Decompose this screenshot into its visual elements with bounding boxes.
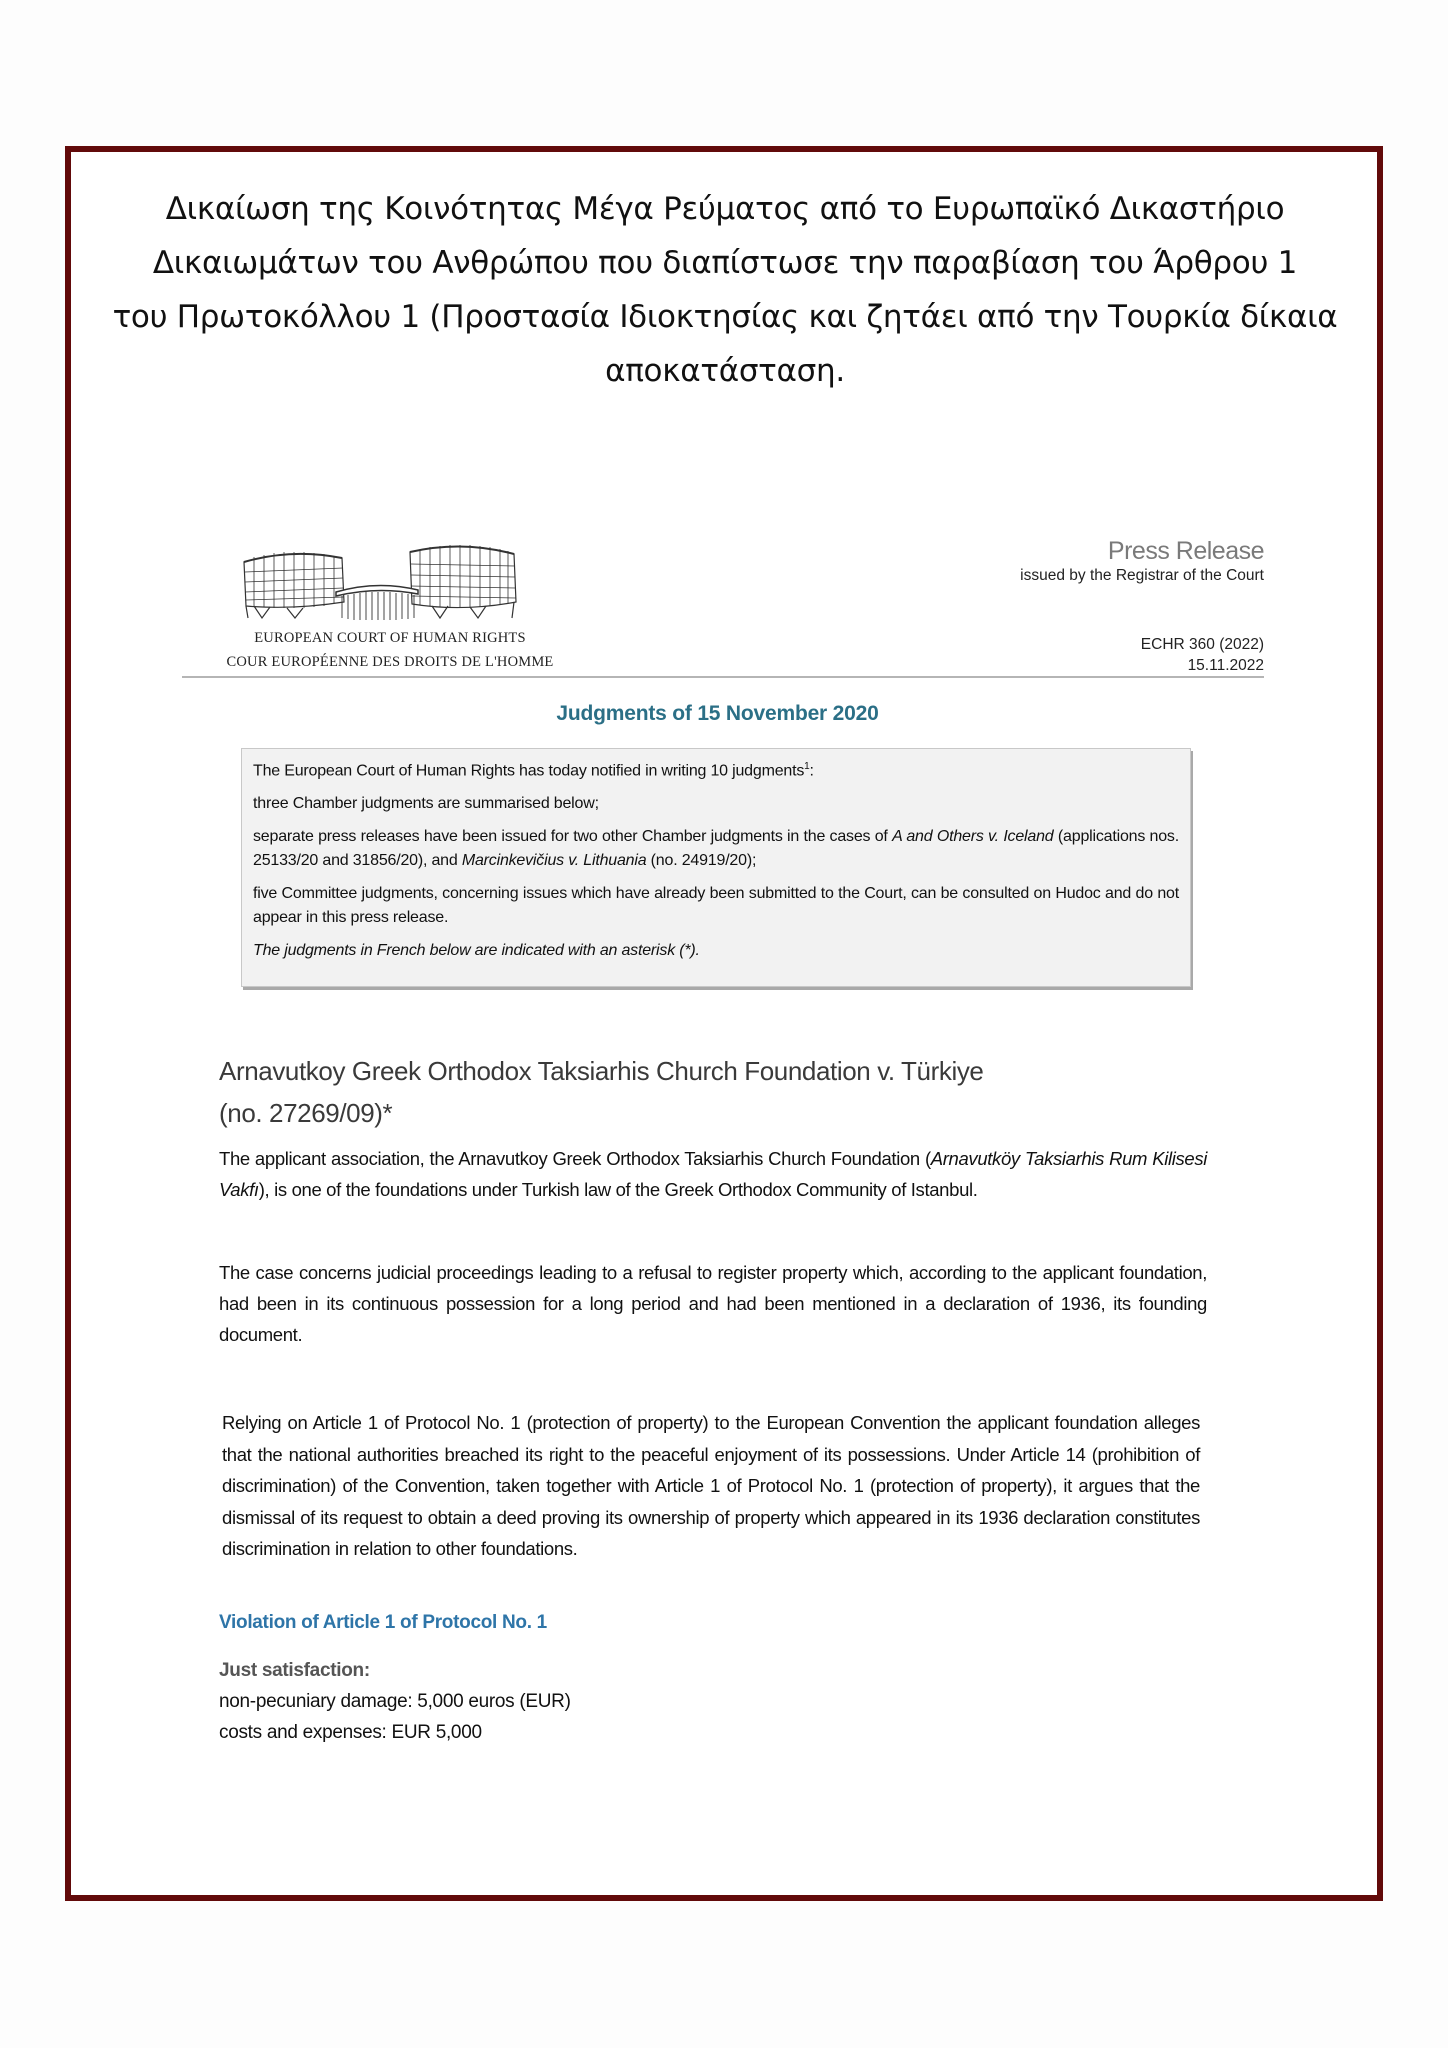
summary-item: separate press releases have been issued for two other Chamber judgments in the cases of A and Others v. Iceland (applications nos. 25133/20 and 31856/20), and Marcinkevičius v. Lithuania (no. 24919/20); — [253, 828, 1179, 870]
case-number: (no. 27269/09)* — [219, 1098, 393, 1128]
footnote-marker[interactable]: 1 — [804, 761, 810, 772]
greek-headline-line: αποκατάσταση. — [605, 353, 845, 389]
judgments-title: Judgments of 15 November 2020 — [556, 702, 879, 725]
press-release-subtitle: issued by the Registrar of the Court — [1020, 567, 1264, 584]
case-paragraph-applicant: The applicant association, the Arnavutkoy Greek Orthodox Taksiarhis Church Foundation (Arnavutköy Taksiarhis Rum Kilisesi Vakfı), is one of the foundations under Turkish law of the Greek Orthodox Community of Istanbul. — [219, 1148, 1207, 1200]
summary-item: five Committee judgments, concerning issues which have already been submitted to the Court, can be consulted on Hudoc and do not appear in this press release. — [253, 885, 1179, 927]
greek-headline-line: Δικαιωμάτων του Ανθρώπου που διαπίστωσε την παραβίαση του Άρθρου 1 — [152, 245, 1298, 281]
reference-number: ECHR 360 (2022) — [1140, 636, 1264, 653]
greek-headline-line: Δικαίωση της Κοινότητας Μέγα Ρεύματος από το Ευρωπαϊκό Δικαστήριο — [165, 191, 1285, 227]
greek-headline — [80, 182, 1370, 398]
case-paragraph-complaints: Relying on Article 1 of Protocol No. 1 (protection of property) to the European Convention the applicant foundation alleges that the national authorities breached its right to the peaceful enjoyment of its possessions. Under Article 14 (prohibition of discrimination) of the Convention, taken together with Article 1 of Protocol No. 1 (protection of property), it argues that the dismissal of its request to obtain a deed proving its ownership of property which appeared in its 1936 declaration constitutes discrimination in relation to other foundations. — [222, 1412, 1200, 1559]
greek-headline-line: του Πρωτοκόλλου 1 (Προστασία Ιδιοκτησίας και ζητάει από την Τουρκία δίκαια — [112, 299, 1338, 335]
header-divider — [182, 676, 1264, 678]
foundation-turkish-name: Arnavutköy Taksiarhis Rum Kilisesi Vakfı — [219, 1148, 1207, 1200]
summary-box — [241, 748, 1191, 987]
court-buildings-icon — [232, 540, 532, 625]
case-name: Marcinkevičius v. Lithuania — [461, 852, 647, 870]
summary-item: three Chamber judgments are summarised below; — [253, 795, 599, 813]
case-title-line: Arnavutkoy Greek Orthodox Taksiarhis Church Foundation v. Türkiye — [219, 1056, 984, 1086]
case-paragraph-facts: The case concerns judicial proceedings leading to a refusal to register property which, according to the applicant foundation, had been in its continuous possession for a long period and had been mentioned in a declaration of 1936, its founding document. — [219, 1262, 1207, 1345]
just-satisfaction-label: Just satisfaction: — [219, 1660, 370, 1681]
court-name-fr: COUR EUROPÉENNE DES DROITS DE L'HOMME — [226, 654, 554, 670]
case-name: A and Others v. Iceland — [892, 828, 1054, 846]
summary-note: The judgments in French below are indicated with an asterisk (*). — [253, 942, 700, 960]
non-pecuniary-damage: non-pecuniary damage: 5,000 euros (EUR) — [219, 1691, 571, 1712]
release-date: 15.11.2022 — [1187, 657, 1264, 674]
press-release-title: Press Release — [1107, 537, 1264, 565]
press-release-reference — [1141, 634, 1264, 676]
page-frame — [65, 146, 1383, 1901]
costs-and-expenses: costs and expenses: EUR 5,000 — [219, 1722, 482, 1743]
court-name-en: EUROPEAN COURT OF HUMAN RIGHTS — [254, 630, 526, 646]
case-title — [219, 1050, 1209, 1134]
violation-heading: Violation of Article 1 of Protocol No. 1 — [219, 1612, 547, 1633]
summary-intro: The European Court of Human Rights has today notified in writing 10 judgments$^1$: — [253, 761, 814, 780]
